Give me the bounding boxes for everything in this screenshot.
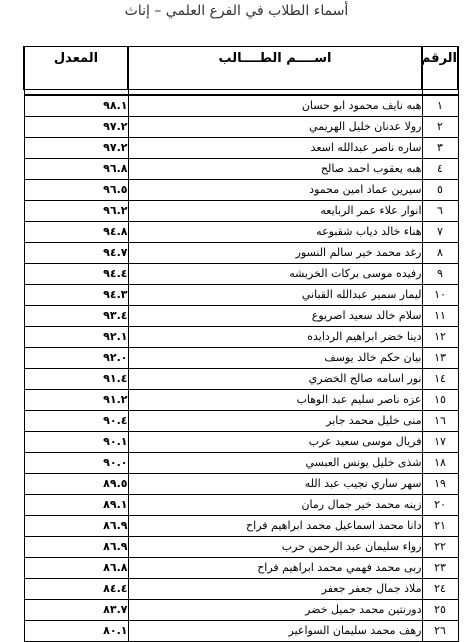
row-number: ١٦ [422, 411, 458, 432]
row-number: ١٣ [422, 348, 458, 369]
student-average: ٩٣.٤ [24, 306, 128, 327]
row-number: ٢٠ [422, 495, 458, 516]
student-average: ٩٤.٧ [24, 243, 128, 264]
table-row [24, 138, 458, 159]
student-name: هبه يعقوب احمد صالح [128, 159, 422, 180]
student-name: رواء سليمان عبد الرحمن حرب [128, 537, 422, 558]
student-name: رغد محمد خير سالم النسور [128, 243, 422, 264]
table-row [24, 306, 458, 327]
table-row [24, 579, 458, 600]
table-row [24, 495, 458, 516]
student-average: ٨٦.٨ [24, 558, 128, 579]
row-number: ١٧ [422, 432, 458, 453]
student-average: ٨٩.١ [24, 495, 128, 516]
student-average: ٩٠.١ [24, 432, 128, 453]
row-number: ٢٦ [422, 621, 458, 642]
student-average: ٩٦.٥ [24, 180, 128, 201]
student-name: شذى خليل يونس العبسي [128, 453, 422, 474]
row-number: ٨ [422, 243, 458, 264]
row-number: ٤ [422, 159, 458, 180]
student-average: ٩٢.٠ [24, 348, 128, 369]
table-row [24, 180, 458, 201]
student-average: ٨٦.٩ [24, 516, 128, 537]
row-number: ١٠ [422, 285, 458, 306]
table-row [24, 621, 458, 642]
table-row [24, 264, 458, 285]
row-number: ٩ [422, 264, 458, 285]
student-name: دورنتين محمد جميل خضر [128, 600, 422, 621]
student-average: ٩١.٢ [24, 390, 128, 411]
table-row [24, 243, 458, 264]
student-average: ٩٧.٢ [24, 138, 128, 159]
student-name: رهف محمد سليمان السواعير [128, 621, 422, 642]
student-name: سهر ساري نجيب عبد الله [128, 474, 422, 495]
student-name: هناء خالد دياب شقبوعه [128, 222, 422, 243]
student-name: منى خليل محمد جابر [128, 411, 422, 432]
table-row [24, 390, 458, 411]
row-number: ١٥ [422, 390, 458, 411]
table-row [24, 327, 458, 348]
table-row [24, 453, 458, 474]
header-average: المعدل [24, 47, 128, 90]
student-average: ٩٤.٤ [24, 264, 128, 285]
student-average: ٨٣.٧ [24, 600, 128, 621]
student-average: ٩٧.٢ [24, 117, 128, 138]
table-row [24, 537, 458, 558]
row-number: ٧ [422, 222, 458, 243]
student-average: ٩٢.١ [24, 327, 128, 348]
table-row [24, 558, 458, 579]
row-number: ٢ [422, 117, 458, 138]
header-name: اســــم الطــــالب [128, 47, 422, 90]
student-name: انوار علاء عمر الربايعه [128, 201, 422, 222]
table-row [24, 474, 458, 495]
student-average: ٩١.٤ [24, 369, 128, 390]
table-row [24, 369, 458, 390]
table-row [24, 432, 458, 453]
student-name: فريال موسى سعيد عرب [128, 432, 422, 453]
student-name: دينا خضر ابراهيم الردايده [128, 327, 422, 348]
row-number: ٦ [422, 201, 458, 222]
table-row [24, 201, 458, 222]
table-row [24, 95, 458, 117]
table-row [24, 117, 458, 138]
table-row [24, 411, 458, 432]
student-average: ٩٤.٣ [24, 285, 128, 306]
row-number: ١ [422, 95, 458, 117]
row-number: ١٩ [422, 474, 458, 495]
table-header-row [24, 47, 458, 90]
student-name: نور اسامه صالح الخضري [128, 369, 422, 390]
student-average: ٨٤.٤ [24, 579, 128, 600]
row-number: ٢٥ [422, 600, 458, 621]
student-name: عزه ناصر سليم عبد الوهاب [128, 390, 422, 411]
table-row [24, 600, 458, 621]
student-average: ٩٨.١ [24, 95, 128, 117]
row-number: ٢٢ [422, 537, 458, 558]
header-number: الرقم [422, 47, 458, 90]
student-average: ٨٠.١ [24, 621, 128, 642]
row-number: ٣ [422, 138, 458, 159]
student-name: هبه نايف محمود ابو حسان [128, 95, 422, 117]
student-name: سيرين عماد امين محمود [128, 180, 422, 201]
student-name: ليمار سمير عبدالله القباني [128, 285, 422, 306]
row-number: ٢٤ [422, 579, 458, 600]
student-name: ربى محمد فهمي محمد ابراهيم فراح [128, 558, 422, 579]
student-name: ساره ناصر عبدالله اسعد [128, 138, 422, 159]
row-number: ٢١ [422, 516, 458, 537]
row-number: ١١ [422, 306, 458, 327]
row-number: ١٨ [422, 453, 458, 474]
table-row [24, 285, 458, 306]
table-row [24, 348, 458, 369]
student-average: ٩٦.٨ [24, 159, 128, 180]
student-average: ٩٤.٨ [24, 222, 128, 243]
row-number: ١٤ [422, 369, 458, 390]
students-table [23, 46, 459, 642]
student-name: رفيده موسى بركات الخريشه [128, 264, 422, 285]
row-number: ١٢ [422, 327, 458, 348]
student-name: بيان حكم خالد يوسف [128, 348, 422, 369]
student-average: ٩٦.٢ [24, 201, 128, 222]
table-row [24, 159, 458, 180]
student-name: ملاذ جمال جعفر جعفر [128, 579, 422, 600]
student-name: دانا محمد اسماعيل محمد ابراهيم فراح [128, 516, 422, 537]
student-average: ٩٠.٠ [24, 453, 128, 474]
student-name: سلام خالد سعيد اصريوع [128, 306, 422, 327]
student-name: زينه محمد خير جمال رمان [128, 495, 422, 516]
student-average: ٩٠.٤ [24, 411, 128, 432]
student-name: رولا عدنان خليل الهريمي [128, 117, 422, 138]
table-row [24, 222, 458, 243]
row-number: ٢٣ [422, 558, 458, 579]
student-average: ٨٩.٥ [24, 474, 128, 495]
row-number: ٥ [422, 180, 458, 201]
student-average: ٨٦.٩ [24, 537, 128, 558]
page-title: أسماء الطلاب في الفرع العلمي – إناث [124, 3, 349, 19]
table-row [24, 516, 458, 537]
